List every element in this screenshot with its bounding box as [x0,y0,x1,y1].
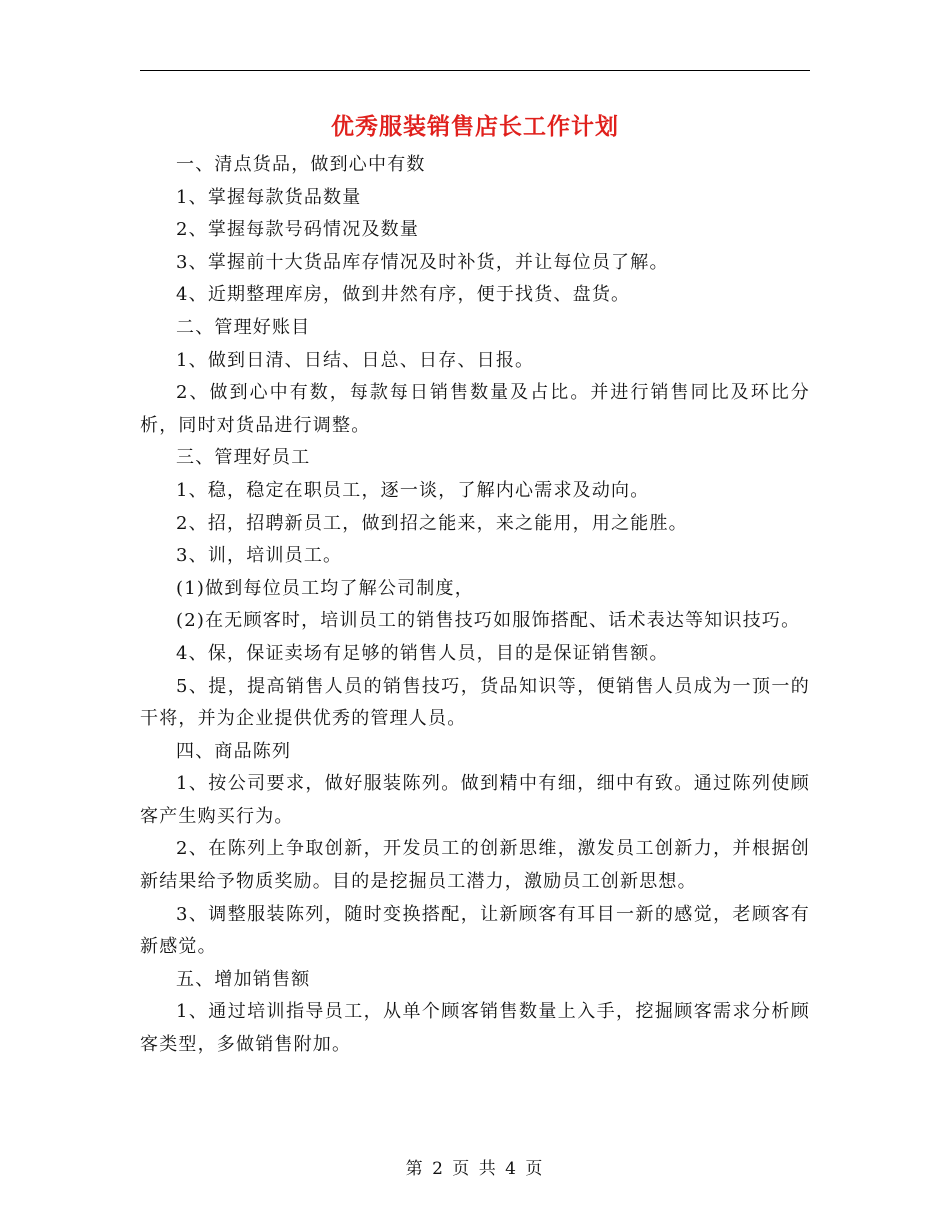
paragraph: 四、商品陈列 [176,740,292,762]
paragraph: 3、调整服装陈列，随时变换搭配，让新顾客有耳目一新的感觉，老顾客有新感觉。 [140,903,810,958]
paragraph: 二、管理好账目 [176,316,311,338]
paragraph: 1、按公司要求，做好服装陈列。做到精中有细，细中有致。通过陈列使顾客产生购买行为。 [140,773,810,827]
page-number-footer: 第 2 页 共 4 页 [405,1159,545,1179]
paragraph: 5、提，提高销售人员的销售技巧，货品知识等，便销售人员成为一顶一的干将，并为企业提供优秀的管理人员。 [140,675,810,730]
paragraph: 2、招，招聘新员工，做到招之能来，来之能用，用之能胜。 [176,512,688,534]
paragraph: 3、训，培训员工。 [176,545,343,567]
paragraph: 五、增加销售额 [176,968,311,990]
paragraph: 4、近期整理库房，做到井然有序，便于找货、盘货。 [176,284,631,306]
paragraph: 一、清点货品，做到心中有数 [176,154,426,175]
paragraph: 1、稳，稳定在职员工，逐一谈，了解内心需求及动向。 [176,479,650,501]
paragraph: 1、通过培训指导员工，从单个顾客销售数量上入手，挖掘顾客需求分析顾客类型，多做销售附加。 [140,1001,810,1056]
paragraph: 三、管理好员工 [176,447,311,469]
paragraph: 1、掌握每款货品数量 [176,186,362,208]
paragraph: 3、掌握前十大货品库存情况及时补货，并让每位员了解。 [176,251,669,273]
header-rule [140,70,810,71]
paragraph: 2、掌握每款号码情况及数量 [176,219,420,241]
paragraph: (1)做到每位员工均了解公司制度， [176,577,474,599]
paragraph: 2、做到心中有数，每款每日销售数量及占比。并进行销售同比及环比分析，同时对货品进行调整。 [140,382,810,436]
paragraph: (2)在无顾客时，培训员工的销售技巧如服饰搭配、话术表达等知识技巧。 [176,610,801,632]
document-title: 优秀服装销售店长工作计划 [331,113,619,140]
paragraph: 1、做到日清、日结、日总、日存、日报。 [176,349,535,371]
document-body [140,149,810,1062]
paragraph: 4、保，保证卖场有足够的销售人员，目的是保证销售额。 [176,642,669,664]
paragraph: 2、在陈列上争取创新，开发员工的创新思维，激发员工创新力，并根据创新结果给予物质奖励。目的是挖掘员工潜力，激励员工创新思想。 [140,838,810,893]
